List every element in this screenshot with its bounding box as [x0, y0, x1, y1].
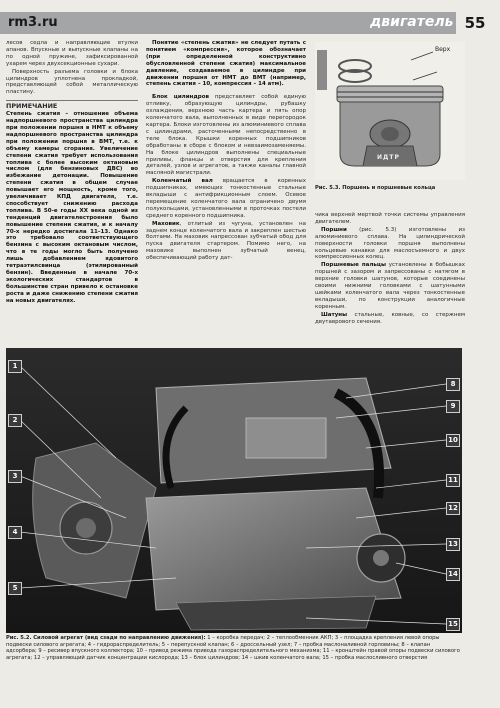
text-rods: стальные, ковные, со стержнем двутаврового сечения. [315, 311, 465, 325]
text-crankshaft: вращается в коренных подшипниках, имеющих тонкостенные стальные вкладыши с антифрикционным слоем. Осевое перемещение коленчатого вала ограничено двумя полукольцами, установленными в проточках постели среднего коренного подшипника. [146, 178, 306, 219]
compression-note: Понятие «степень сжатия» не следует путать с понятием «компрессия», которое обозначает (при определенной конструктивно обусловленной степени сжатия) максимальное давление, создаваемое в цилиндре при движении поршня от НМТ до ВМТ (например, степень сжатия – 10, компрессия – 14 атм). [146, 40, 306, 88]
crankshaft-paragraph [146, 178, 306, 219]
page-header [0, 12, 486, 34]
piston-marking-label: ИДТР [377, 154, 400, 161]
photo-caption-text: 1 – коробка передач; 2 – теплообменник АКП; 3 – площадка крепления левой опоры подвески силового агрегата; 4 – гидрораспределитель; 5 – перепускной клапан; 6 – дроссельный узел; 7 – пробка маслоналивной горловины; 8 – клапан адсорбера; 9 – ресивер впускного коллектора; 10 – привод режима привода газораспределительного механизма; 11 – кронштейн правой опоры подвески силового агрегата; 12 – управляющий датчик концентрации кислорода; 13 – блок цилиндров; 14 – шкив коленчатого вала; 15 – пробка маслосливного отверстия [6, 635, 460, 661]
left-column [6, 40, 138, 305]
engine-photo [6, 348, 462, 633]
term-cylinder-block: Блок цилиндров [152, 94, 209, 101]
page-number: 55 [456, 12, 494, 34]
term-rods: Шатуны [321, 311, 348, 318]
text-piston-pins: установлены в бобышках поршней с зазором и запрессованы с натягом в верхние головки шатунов, которые соединены своими нижними головками с шатунными шейками коленчатого вала через тонкостенные вкладыши, по конструкции аналогичные коренным. [315, 262, 465, 310]
right-lead: чика верхней мертвой точки системы управления двигателем. [315, 212, 465, 225]
callout-11: 11 [446, 474, 460, 487]
callout-13: 13 [446, 538, 460, 551]
note-heading: ПРИМЕЧАНИЕ [6, 100, 138, 110]
left-paragraph-1: лесов седла и направляющие втулки апанов. Впускные и выпускные клапаны на по одной пружине, зафиксированной ухарем через двухсекционные сухари. [6, 40, 138, 67]
pistons-paragraph [315, 227, 465, 262]
term-crankshaft: Коленчатый вал [152, 178, 213, 185]
site-label: rm3.ru [8, 15, 58, 30]
callout-14: 14 [446, 568, 460, 581]
engine-illustration [6, 348, 462, 633]
callout-12: 12 [446, 502, 460, 515]
section-title: двигатель [370, 14, 454, 30]
text-pistons: (рис. 5.3) изготовлены из алюминиевого сплава. На цилиндрической поверхности головки поршня выполнены кольцевые канавки для маслосъемного и двух компрессионных колец. [315, 226, 465, 261]
note-text: Степень сжатия – отношение объема надпоршневого пространства цилиндра при положении поршня в НМТ к объему надпоршневого пространства цилиндра при положении поршня в ВМТ, т.е. к объему камеры сгорания. Увеличение степени сжатия требует использования топлива с более высоким октановым числом (для бензиновых ДВС) во избежание детонации. Повышение степени сжатия в общем случае повышает его мощность, кроме того, увеличивает КПД двигателя, т.е. способствует снижению расхода топлива. В 50-е годы XX века одной из тенденций двигателестроения было повышение степени сжатия, и к началу 70-х нередко достигала 11–13. Однако это требовало соответствующего бензина с высоким октановым числом, что в те годы могло быть получено лишь добавлением ядовитого тетраэтилсвинца (этилированный бензин). Введенные в начале 70-х экологических стандартов в большинстве стран привело к остановке роста и даже снижению степени сжатия на новых двигателях. [6, 111, 138, 304]
left-paragraph-2: Поверхность разъема головки и блока цилиндров уплотнена прокладкой, представляющей собой металлическую пластину. [6, 68, 138, 96]
callout-15: 15 [446, 618, 460, 631]
callout-9: 9 [446, 400, 460, 413]
term-piston-pins: Поршневые пальцы [321, 262, 386, 269]
term-flywheel: Маховик [152, 220, 180, 227]
callout-5: 5 [8, 582, 22, 595]
figure-caption: Рис. 5.3. Поршень и поршневые кольца [315, 185, 436, 191]
callout-10: 10 [446, 434, 460, 447]
term-pistons: Поршни [321, 226, 347, 233]
callout-4: 4 [8, 526, 22, 539]
cylinder-block-paragraph [146, 94, 306, 177]
callout-3: 3 [8, 470, 22, 483]
photo-caption [6, 635, 462, 661]
callout-1: 1 [8, 360, 22, 373]
callout-2: 2 [8, 414, 22, 427]
piston-pins-paragraph [315, 262, 465, 310]
text-flywheel: , отлитый из чугуна, установлен на заднем конце коленчатого вала и закреплен шестью болтами. На маховик напрессован зубчатый обод для пуска двигателя стартером. Помимо него, на маховике выполнен зубчатый венец, обеспечивающий работу дат- [146, 220, 306, 262]
right-column [315, 212, 465, 327]
piston-figure [315, 42, 465, 180]
callout-8: 8 [446, 378, 460, 391]
middle-column [146, 40, 306, 263]
top-marker-label: Верх [435, 46, 451, 53]
text-cylinder-block: представляет собой единую отливку, образующую цилиндры, рубашку охлаждения, верхнюю часть картера и пять опор коленчатого вала, выполненных в виде перегородок картера. Блоки изготовлены из алюминиевого сплава с цилиндрами, расточенными непосредственно в теле блока. Крышки коренных подшипников обработаны в сборе с блоком и невзаимозаменяемы. На блоке цилиндров выполнены специальные приливы, фланцы и отверстия для крепления деталей, узлов и агрегатов, а также каналы главной масляной магистрали. [146, 94, 307, 177]
photo-caption-label: Рис. 5.2. Силовой агрегат (вид сзади по направлению движения): [6, 635, 206, 641]
rods-paragraph [315, 312, 465, 326]
flywheel-paragraph [146, 221, 306, 262]
